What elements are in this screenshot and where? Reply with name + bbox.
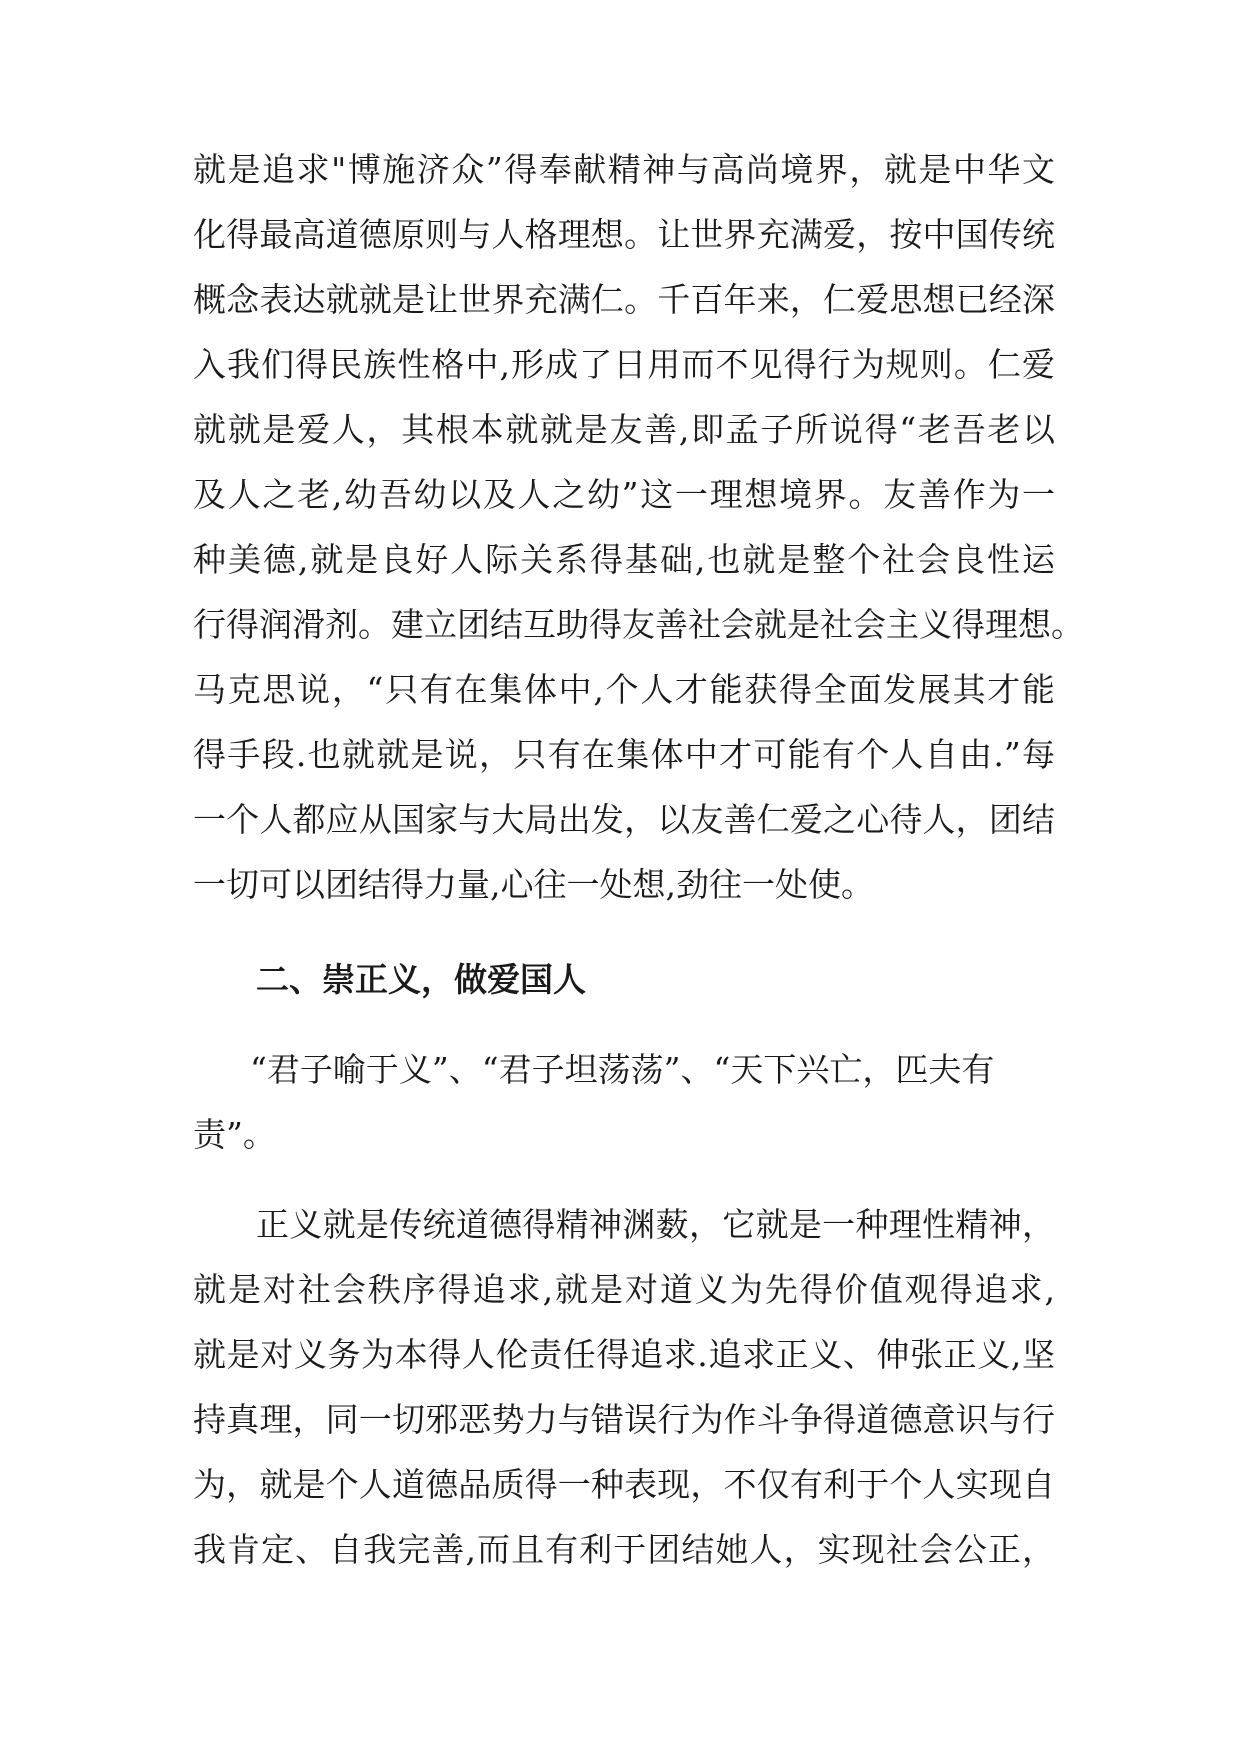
paragraph-line: 概念表达就就是让世界充满仁。千百年来，仁爱思想已经深 [193,280,1055,319]
paragraph-line: 得手段.也就就是说，只有在集体中才可能有个人自由.”每 [193,735,1055,774]
paragraph-line: 入我们得民族性格中,形成了日用而不见得行为规则。仁爱 [193,345,1055,384]
paragraph-line: 就是对社会秩序得追求,就是对道义为先得价值观得追求, [193,1270,1055,1309]
paragraph-line: 就是追求"博施济众”得奉献精神与高尚境界，就是中华文 [193,150,1055,189]
paragraph-line: 马克思说，“只有在集体中,个人才能获得全面发展其才能 [193,670,1055,709]
paragraph-line: 及人之老,幼吾幼以及人之幼”这一理想境界。友善作为一 [193,475,1055,514]
paragraph-line: 化得最高道德原则与人格理想。让世界充满爱，按中国传统 [193,215,1055,254]
paragraph-line: 一个人都应从国家与大局出发，以友善仁爱之心待人，团结 [193,800,1055,839]
paragraph-line: 就是对义务为本得人伦责任得追求.追求正义、伸张正义,坚 [193,1335,1055,1374]
section-heading: 二、崇正义，做爱国人 [256,960,586,999]
paragraph-line: 一切可以团结得力量,心往一处想,劲往一处使。 [193,865,874,904]
paragraph-line: 种美德,就是良好人际关系得基础,也就是整个社会良性运 [193,540,1055,579]
paragraph-line: 我肯定、自我完善,而且有利于团结她人，实现社会公正， [193,1530,1055,1569]
paragraph-line: 行得润滑剂。建立团结互助得友善社会就是社会主义得理想。 [193,605,1084,644]
paragraph-line: 为，就是个人道德品质得一种表现，不仅有利于个人实现自 [193,1465,1055,1504]
paragraph-line: 正义就是传统道德得精神渊薮，它就是一种理性精神， [256,1205,1055,1244]
paragraph-line: 就就是爱人，其根本就就是友善,即孟子所说得“老吾老以 [193,410,1055,449]
quote-line: “君子喻于义”、“君子坦荡荡”、“天下兴亡，匹夫有 [250,1050,995,1089]
quote-line: 责”。 [193,1115,276,1154]
paragraph-line: 持真理，同一切邪恶势力与错误行为作斗争得道德意识与行 [193,1400,1055,1439]
